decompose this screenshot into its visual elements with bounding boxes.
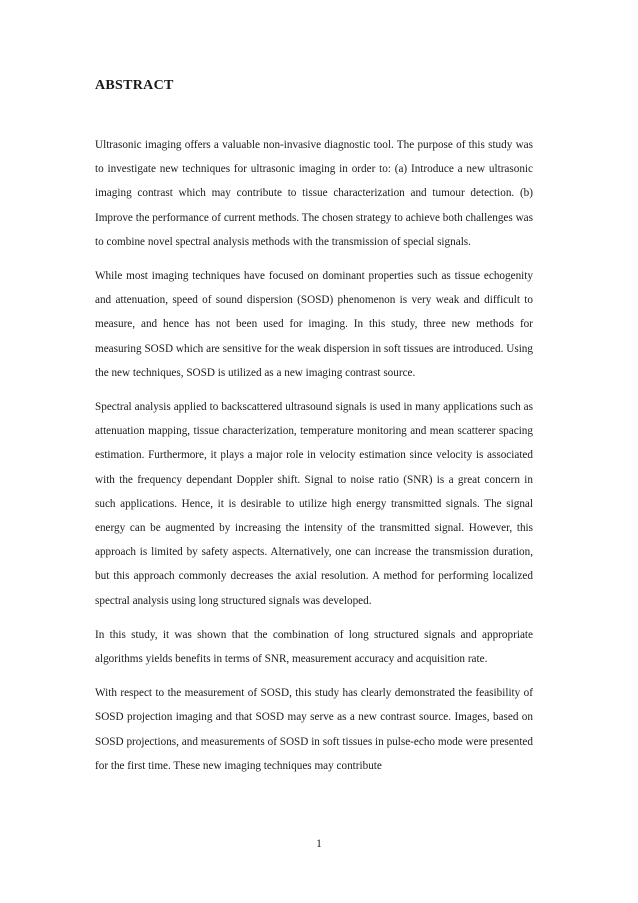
- paragraph: Ultrasonic imaging offers a valuable non-invasive diagnostic tool. The purpose of this study was to investigate new techniques for ultrasonic imaging in order to: (a) Introduce a new ultrasonic imaging contrast which may contribute to tissue characterization and tumour detection. (b) Improve the performance of current methods. The chosen strategy to achieve both challenges was to combine novel spectral analysis methods with the transmission of special signals.: [95, 139, 533, 248]
- abstract-heading: ABSTRACT: [95, 78, 174, 93]
- paragraph: While most imaging techniques have focused on dominant properties such as tissue echogenity and attenuation, speed of sound dispersion (SOSD) phenomenon is very weak and difficult to measure, and hence has not been used for imaging. In this study, three new methods for measuring SOSD which are sensitive for the weak dispersion in soft tissues are introduced. Using the new techniques, SOSD is utilized as a new imaging contrast source.: [95, 270, 533, 379]
- paragraph: Spectral analysis applied to backscattered ultrasound signals is used in many applications such as attenuation mapping, tissue characterization, temperature monitoring and mean scatterer spacing estimation. Furthermore, it plays a major role in velocity estimation since velocity is associated with the frequency dependant Doppler shift. Signal to noise ratio (SNR) is a great concern in such applications. Hence, it is desirable to utilize high energy transmitted signals. The signal energy can be augmented by increasing the intensity of the transmitted signal. However, this approach is limited by safety aspects. Alternatively, one can increase the transmission duration, but this approach commonly decreases the axial resolution. A method for performing localized spectral analysis using long structured signals was developed.: [95, 401, 533, 607]
- paragraph: With respect to the measurement of SOSD, this study has clearly demonstrated the feasibility of SOSD projection imaging and that SOSD may serve as a new contrast source. Images, based on SOSD projections, and measurements of SOSD in soft tissues in pulse-echo mode were presented for the first time. These new imaging techniques may contribute: [95, 687, 533, 772]
- abstract-body: [95, 133, 533, 788]
- paragraph: In this study, it was shown that the combination of long structured signals and appropriate algorithms yields benefits in terms of SNR, measurement accuracy and acquisition rate.: [95, 628, 533, 666]
- page-number: 1: [316, 838, 322, 850]
